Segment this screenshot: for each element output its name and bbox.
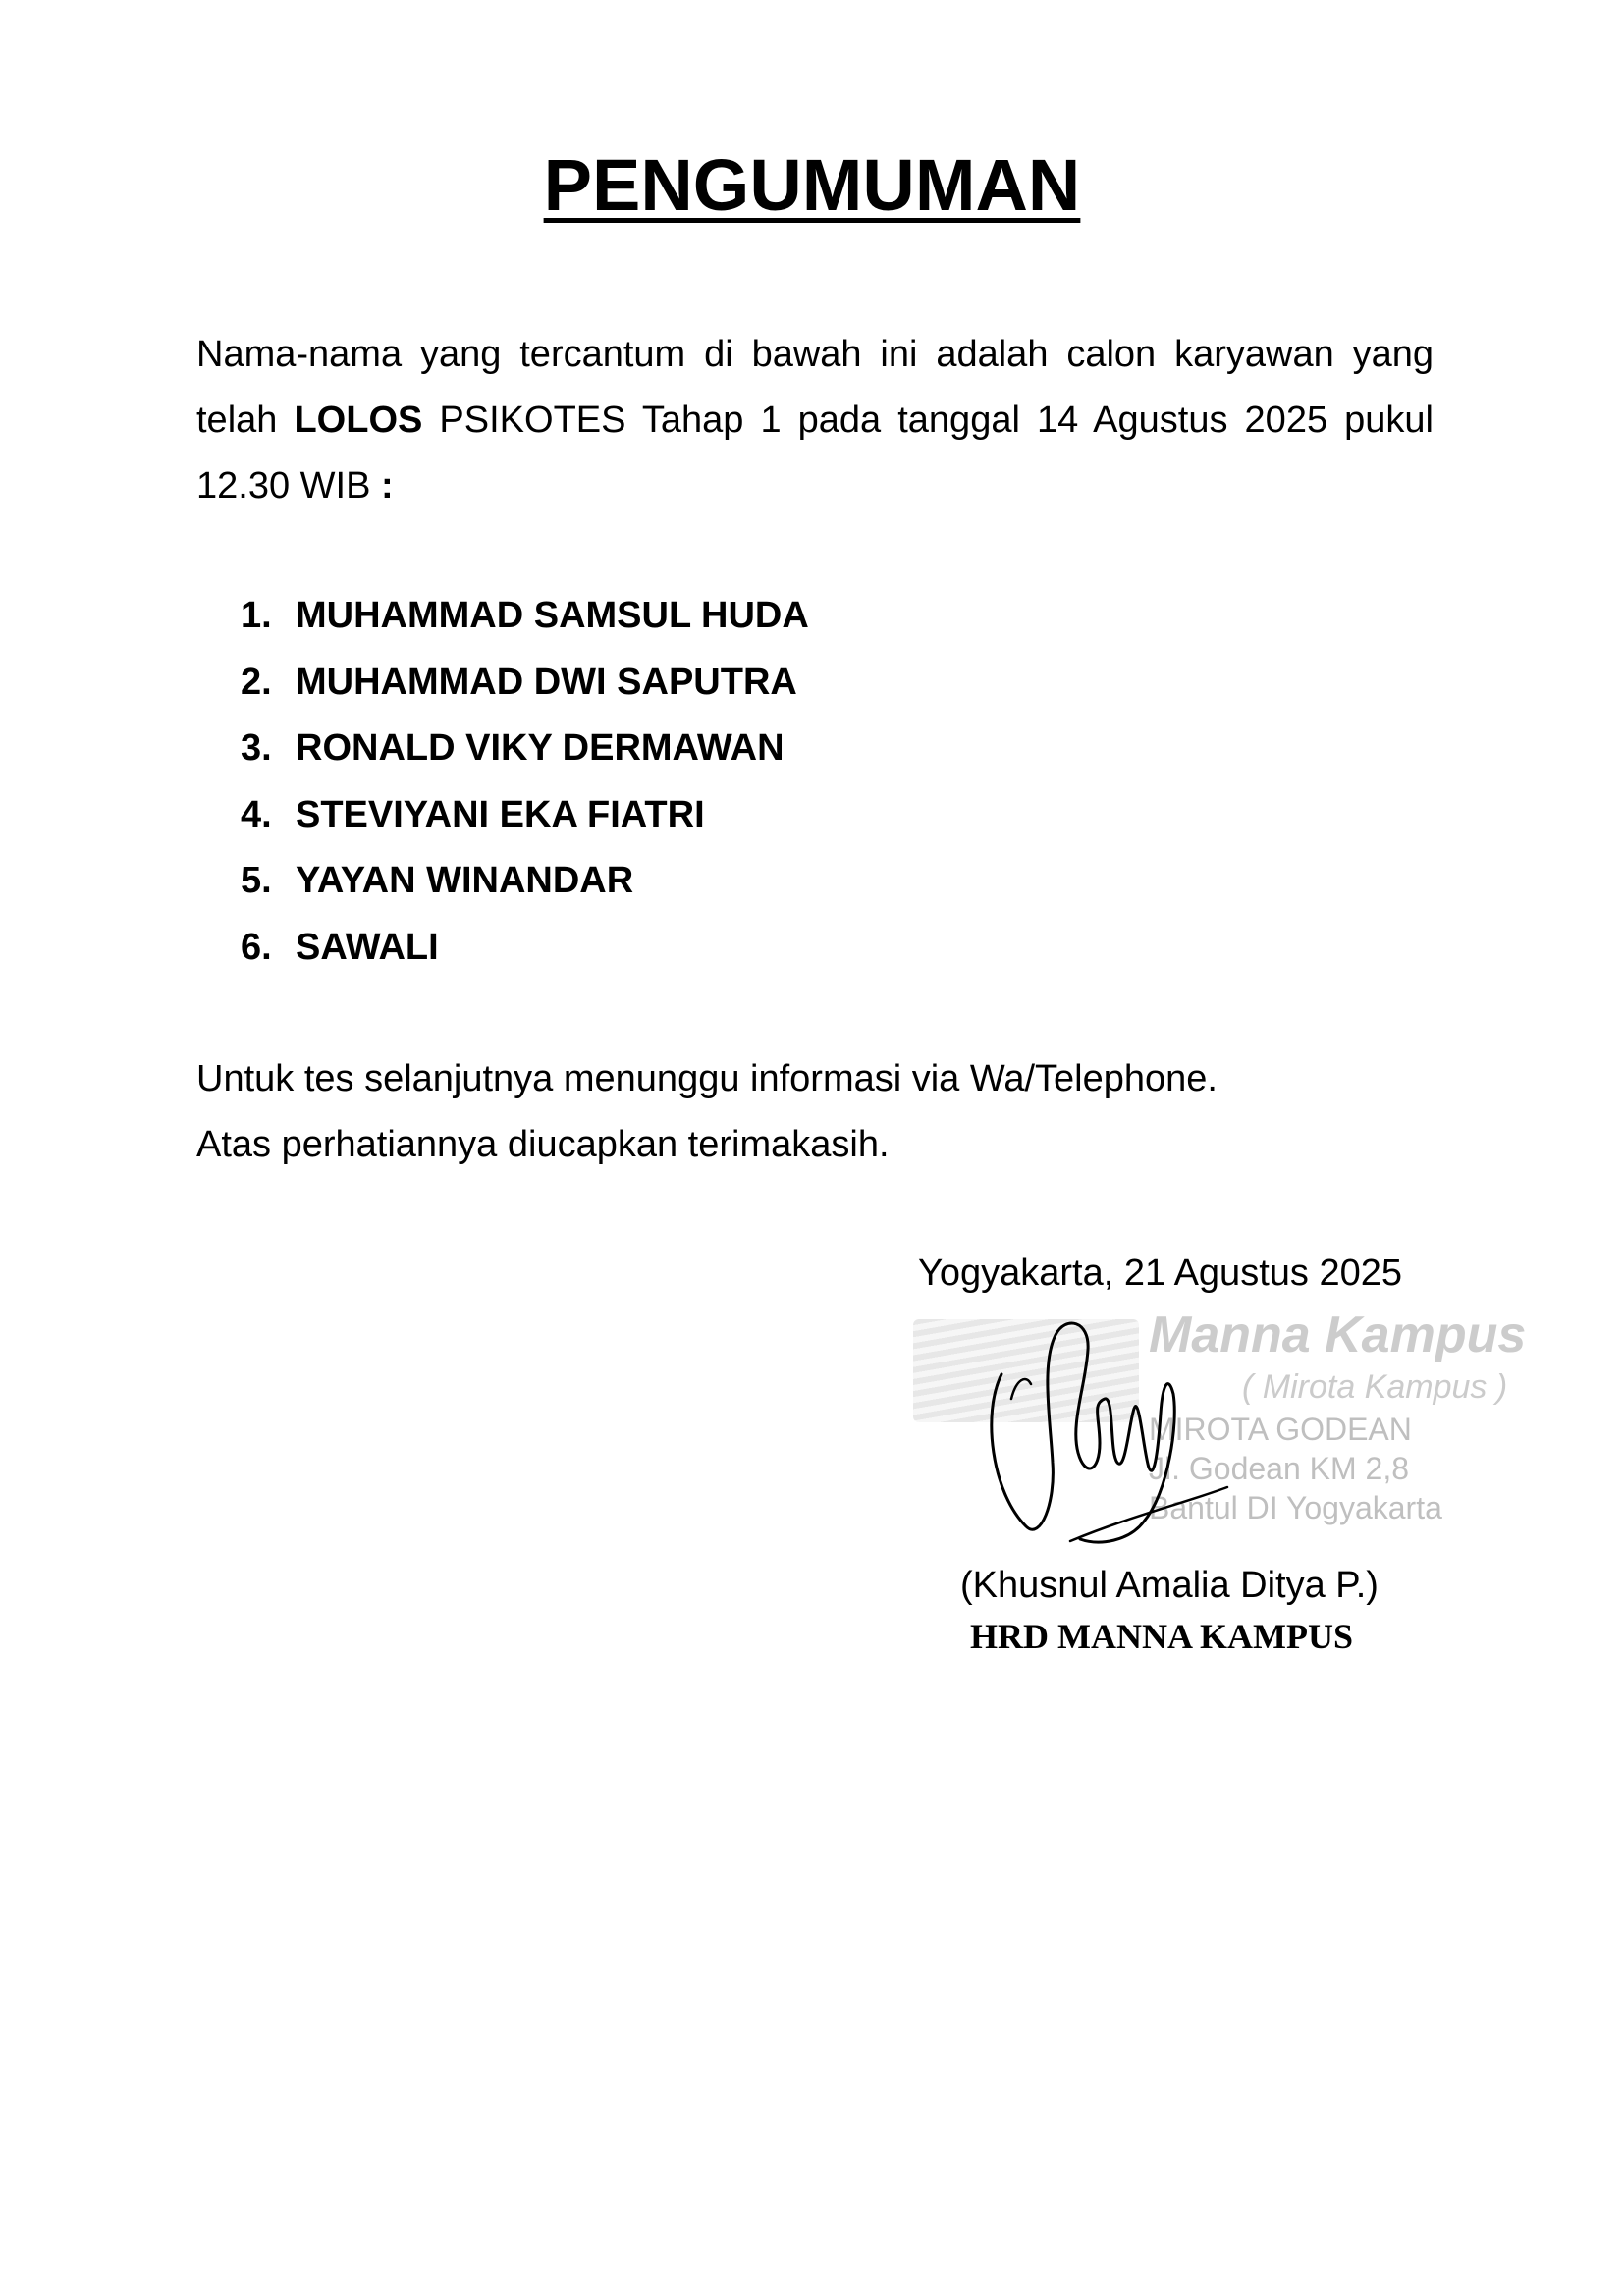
next-test-note: Untuk tes selanjutnya menunggu informasi via Wa/Telephone.: [196, 1058, 1218, 1099]
list-number: 5.: [241, 860, 272, 902]
candidate-name: MUHAMMAD DWI SAPUTRA: [296, 661, 797, 703]
stamp-line: Jl. Godean KM 2,8: [1149, 1451, 1410, 1486]
announcement-title: [0, 145, 1624, 225]
intro-bold-status: LOLOS: [294, 400, 423, 441]
list-item: [241, 583, 809, 650]
stamp-subtitle: ( Mirota Kampus ): [1242, 1368, 1508, 1406]
candidate-name: SAWALI: [296, 926, 439, 968]
candidate-name: YAYAN WINANDAR: [296, 860, 634, 902]
title-text: PENGUMUMAN: [543, 144, 1081, 226]
intro-colon: :: [380, 465, 394, 507]
list-item: [241, 915, 809, 982]
list-number: 3.: [241, 727, 272, 770]
list-item: [241, 650, 809, 717]
list-number: 2.: [241, 661, 272, 703]
signature-icon: [972, 1306, 1365, 1551]
list-number: 1.: [241, 595, 272, 636]
intro-text-end: PSIKOTES Tahap 1 pada tanggal 14 Agustus 2025 pukul 12.30 WIB: [196, 400, 1434, 507]
place-date: Yogyakarta, 21 Agustus 2025: [918, 1253, 1402, 1294]
list-item: [241, 716, 809, 782]
stamp-line: Bantul DI Yogyakarta: [1149, 1490, 1442, 1525]
candidate-name: RONALD VIKY DERMAWAN: [296, 727, 785, 770]
intro-text-start: Nama-nama yang tercantum di bawah ini adalah calon karyawan yang telah: [196, 334, 1434, 441]
list-item: [241, 848, 809, 915]
list-item: [241, 782, 809, 849]
thanks-note: Atas perhatiannya diucapkan terimakasih.: [196, 1124, 890, 1165]
stamp-brand: Manna Kampus: [1149, 1307, 1527, 1363]
passed-candidates-list: [241, 583, 809, 982]
signer-department: HRD MANNA KAMPUS: [970, 1617, 1353, 1656]
candidate-name: STEVIYANI EKA FIATRI: [296, 793, 705, 835]
intro-paragraph: [196, 322, 1434, 519]
closing-paragraph: [196, 1046, 1218, 1178]
list-number: 4.: [241, 793, 272, 835]
stamp-line: MIROTA GODEAN: [1149, 1412, 1412, 1447]
candidate-name: MUHAMMAD SAMSUL HUDA: [296, 595, 809, 636]
signer-name: (Khusnul Amalia Ditya P.): [960, 1565, 1379, 1606]
list-number: 6.: [241, 926, 272, 968]
